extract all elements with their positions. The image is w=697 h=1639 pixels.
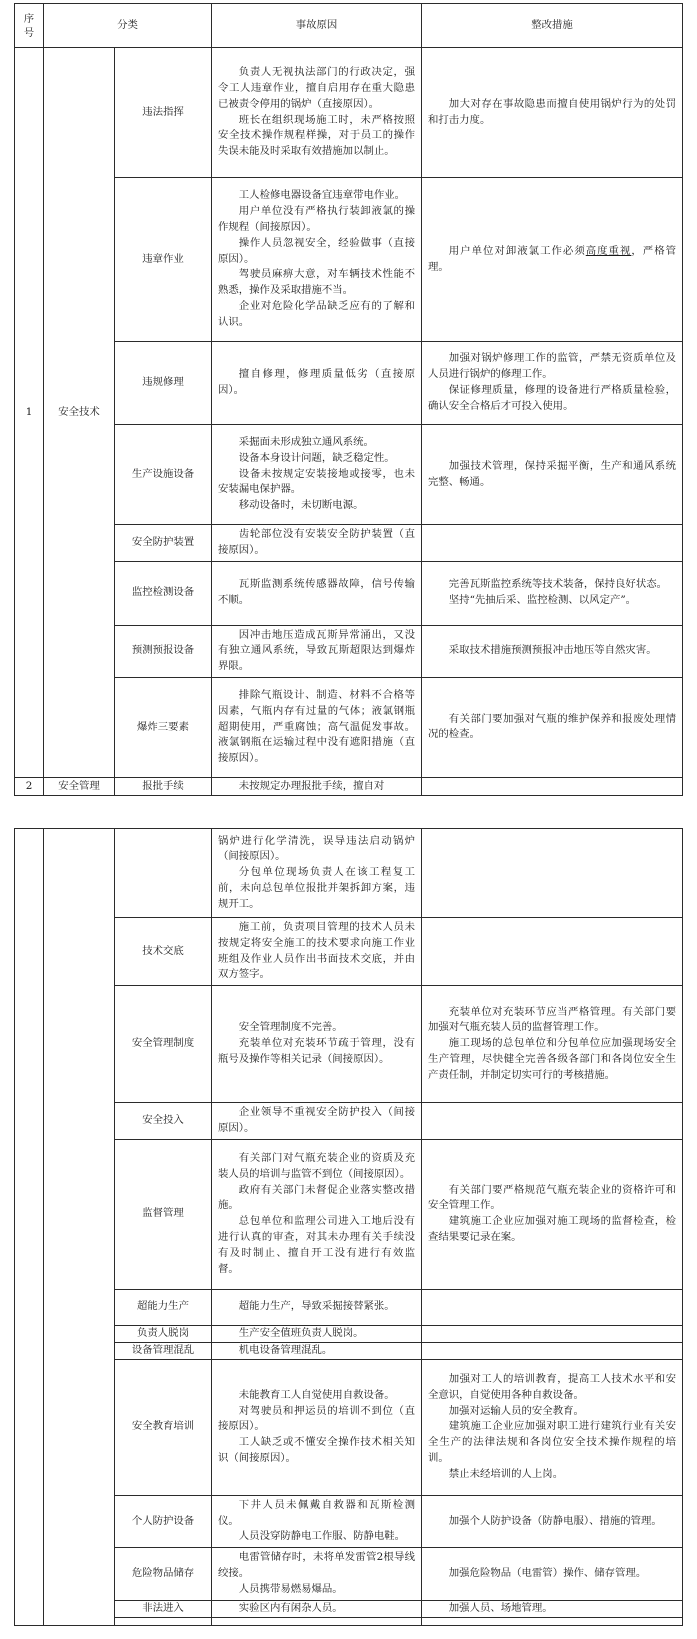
reason-paragraph: 班长在组织现场施工时，未严格按照安全技术操作规程样操，对于员工的操作失误未能及时采取有效措施加以制止。: [218, 113, 415, 158]
table-row: [15, 561, 683, 625]
measure-paragraph: 禁止未经培训的人上岗。: [448, 1467, 564, 1480]
reason-paragraph: 分包单位现场负责人在该工程复工前，未向总包单位报批并架拆卸方案，违规开工。: [218, 866, 415, 910]
table-row: [15, 777, 683, 795]
measure-text: 用户单位对卸液氯工作必须: [448, 244, 586, 257]
reason-paragraph: 政府有关部门未督促企业落实整改措施。: [218, 1183, 415, 1212]
measure-cell: [422, 178, 683, 342]
subcategory: 安全投入: [115, 1103, 212, 1140]
subcategory: 爆炸三要素: [115, 677, 212, 777]
measure-paragraph: 加强个人防护设备（防静电服）、措施的管理。: [448, 1514, 662, 1527]
reason-cell: [212, 178, 422, 342]
measure-paragraph: 加强人员、场地管理。: [448, 1601, 553, 1614]
reason-cell: [212, 1600, 422, 1617]
reason-paragraph: 超能力生产，导致采掘接替紧张。: [238, 1300, 395, 1313]
reason-paragraph: 人员携带易燃易爆品。: [238, 1582, 343, 1595]
subcategory: 负责人脱岗: [115, 1325, 212, 1342]
table-row-cut: [15, 1617, 683, 1625]
subcategory: 生产设施设备: [115, 425, 212, 525]
accident-table-part-2: [14, 828, 683, 1626]
subcategory: 监控检测设备: [115, 561, 212, 625]
table-row: [15, 525, 683, 562]
reason-cell: [212, 1325, 422, 1342]
measure-text: ，严格管理。: [428, 244, 677, 273]
reason-paragraph: 施工前，负责项目管理的技术人员未按规定将安全施工的技术要求向施工作业班组及作业人员作出书面技术交底，并由双方签字。: [218, 921, 415, 981]
measure-cell: [422, 48, 683, 178]
reason-paragraph: 用户单位没有严格执行装卸液氯的操作规程（间接原因）。: [218, 205, 415, 233]
reason-cell: [212, 918, 422, 986]
underlined-text: 高度重视: [585, 244, 632, 257]
measure-paragraph: 有关部门要严格规范气瓶充装企业的资格许可和安全管理工作。: [428, 1183, 676, 1212]
header-reason: 事故原因: [212, 4, 422, 48]
measure-cell: [422, 1342, 683, 1359]
reason-cell: [212, 777, 422, 795]
subcategory: 报批手续: [115, 777, 212, 795]
measure-cell: [422, 625, 683, 677]
measure-cell: [422, 777, 683, 795]
table-row: [15, 1139, 683, 1289]
reason-cell: [212, 677, 422, 777]
table-row: [15, 1289, 683, 1325]
reason-paragraph: 充装单位对充装环节疏于管理，没有瓶号及操作等相关记录（间接原因）。: [218, 1037, 415, 1066]
measure-cell: [422, 1600, 683, 1617]
measure-paragraph: 完善瓦斯监控系统等技术装备，保持良好状态。: [448, 578, 667, 591]
reason-paragraph: 有关部门对气瓶充装企业的资质及充装人员的培训与监管不到位（间接原因）。: [218, 1152, 415, 1180]
table-row: [15, 918, 683, 986]
measure-cell: [422, 1325, 683, 1342]
reason-paragraph: 采掘面未形成独立通风系统。: [238, 436, 374, 448]
reason-cell: [212, 625, 422, 677]
subcategory: 安全防护装置: [115, 525, 212, 562]
group-category-continued: [44, 829, 115, 1626]
reason-paragraph: 下井人员未佩戴自救器和瓦斯检测仪。: [218, 1498, 415, 1527]
table-header-row: [15, 4, 683, 48]
cut-cell: [115, 1617, 212, 1625]
measure-cell: [422, 677, 683, 777]
subcategory: 设备管理混乱: [115, 1342, 212, 1359]
reason-paragraph: 负责人无视执法部门的行政决定，强令工人违章作业，擅自启用存在重大隐患已被责令停用的锅炉（直接原因）。: [218, 66, 415, 110]
header-category: 分类: [44, 4, 212, 48]
subcategory: 违章作业: [115, 178, 212, 342]
group-number: 1: [15, 48, 44, 778]
measure-cell: [422, 561, 683, 625]
reason-paragraph: 设备未按规定安装接地或接零，也未安装漏电保护器。: [218, 467, 415, 496]
table-row: [15, 342, 683, 425]
reason-cell: [212, 1342, 422, 1359]
measure-paragraph: 加强技术管理，保持采掘平衡，生产和通风系统完整、畅通。: [428, 459, 676, 488]
measure-paragraph: 加强对工人的培训教育，提高工人技术水平和安全意识，自觉使用各种自救设备。: [428, 1372, 676, 1401]
subcategory: 危险物品储存: [115, 1548, 212, 1600]
table-row: [15, 1548, 683, 1600]
reason-paragraph: 驾驶员麻痹大意，对车辆技术性能不熟悉，操作及采取措施不当。: [218, 268, 415, 297]
reason-cell: [212, 829, 422, 918]
subcategory: 违规修理: [115, 342, 212, 425]
measure-paragraph: 坚持“先抽后采、监控检测、以风定产”。: [448, 594, 637, 607]
reason-cell: [212, 1103, 422, 1140]
subcategory: 技术交底: [115, 918, 212, 986]
group-category: 安全技术: [44, 48, 115, 778]
measure-cell: [422, 1103, 683, 1140]
table-row: [15, 425, 683, 525]
reason-paragraph: 企业对危险化学品缺乏应有的了解和认识。: [218, 299, 415, 328]
measure-cell: [422, 1548, 683, 1600]
subcategory-continued: [115, 829, 212, 918]
reason-paragraph: 齿轮部位没有安装安全防护装置（直接原因）。: [218, 528, 415, 556]
subcategory: 超能力生产: [115, 1289, 212, 1325]
table-row: [15, 1325, 683, 1342]
table-row: [15, 829, 683, 918]
reason-paragraph: 操作人员忽视安全，经验做事（直接原因）。: [218, 236, 415, 265]
reason-cell: [212, 525, 422, 562]
reason-paragraph: 擅自修理，修理质量低劣（直接原因）。: [218, 368, 415, 396]
table-row: [15, 625, 683, 677]
subcategory: 违法指挥: [115, 48, 212, 178]
reason-paragraph: 未能教育工人自觉使用自救设备。: [238, 1388, 395, 1401]
measure-cell: [422, 829, 683, 918]
measure-paragraph: 加强对运输人员的安全教育。: [448, 1404, 584, 1417]
measure-cell: [422, 1495, 683, 1547]
subcategory: 非法进入: [115, 1600, 212, 1617]
group-number: 2: [15, 777, 44, 795]
measure-cell: [422, 1359, 683, 1495]
reason-paragraph: 实验区内有闲杂人员。: [238, 1601, 343, 1614]
measure-paragraph: 加强对锅炉修理工作的监管，严禁无资质单位及人员进行锅炉的修理工作。: [428, 352, 676, 381]
measure-paragraph: 建筑施工企业应加强对职工进行建筑行业有关安全生产的法律法规和各岗位安全技术操作规程的培训。: [428, 1420, 676, 1464]
reason-paragraph: 安全管理制度不完善。: [238, 1021, 343, 1034]
reason-cell: [212, 425, 422, 525]
header-index: 序号: [15, 4, 44, 48]
measure-paragraph: 充装单位对充装环节应当严格管理。有关部门要加强对气瓶充装人员的监督管理工作。: [428, 1005, 676, 1034]
measure-cell: [422, 525, 683, 562]
reason-cell: [212, 1359, 422, 1495]
reason-cell: [212, 1289, 422, 1325]
subcategory: 安全教育培训: [115, 1359, 212, 1495]
measure-paragraph: 有关部门要加强对气瓶的维护保养和报废处理情况的检查。: [428, 712, 676, 741]
reason-cell: [212, 561, 422, 625]
measure-cell: [422, 918, 683, 986]
measure-paragraph: 保证修理质量，修理的设备进行严格质量检验，确认安全合格后才可投入使用。: [428, 384, 676, 412]
measure-cell: [422, 342, 683, 425]
measure-paragraph: 加大对存在事故隐患而擅自使用锅炉行为的处罚和打击力度。: [428, 97, 676, 126]
measure-paragraph: 加强危险物品（电雷管）操作、储存管理。: [448, 1566, 647, 1579]
group-number-continued: [15, 829, 44, 1626]
subcategory: 监督管理: [115, 1139, 212, 1289]
group-category: 安全管理: [44, 777, 115, 795]
reason-cell: [212, 1548, 422, 1600]
measure-cell: [422, 1139, 683, 1289]
header-measure: 整改措施: [422, 4, 683, 48]
table-row: [15, 48, 683, 178]
measure-paragraph: 建筑施工企业应加强对施工现场的监督检查，检查结果要记录在案。: [428, 1215, 676, 1244]
measure-cell: [422, 1289, 683, 1325]
table-row: [15, 986, 683, 1103]
subcategory: 预测预报设备: [115, 625, 212, 677]
table-row: [15, 1600, 683, 1617]
reason-paragraph: 人员没穿防静电工作服、防静电鞋。: [238, 1530, 406, 1543]
reason-cell: [212, 1139, 422, 1289]
cut-cell: [212, 1617, 422, 1625]
reason-cell: [212, 986, 422, 1103]
reason-cell: [212, 342, 422, 425]
reason-paragraph: 企业领导不重视安全防护投入（间接原因）。: [218, 1106, 415, 1134]
measure-cell: [422, 986, 683, 1103]
measure-cell: [422, 425, 683, 525]
measure-paragraph: [428, 244, 676, 276]
reason-paragraph: 机电设备管理混乱。: [238, 1343, 333, 1356]
table-row: [15, 677, 683, 777]
reason-paragraph: 生产安全值班负责人脱岗。: [238, 1326, 364, 1339]
reason-cell: [212, 48, 422, 178]
table-row: [15, 1103, 683, 1140]
reason-cell: [212, 1495, 422, 1547]
reason-paragraph: 移动设备时，未切断电源。: [238, 499, 364, 512]
table-row: [15, 1342, 683, 1359]
table-row: [15, 1495, 683, 1547]
accident-table-part-1: [14, 3, 683, 796]
measure-paragraph: 采取技术措施预测预报冲击地压等自然灾害。: [448, 644, 657, 657]
table-row: [15, 178, 683, 342]
reason-paragraph: 对驾驶员和押运员的培训不到位（直接原因）。: [218, 1404, 415, 1433]
reason-paragraph: 总包单位和监理公司进入工地后没有进行认真的审查，对其未办理有关手续没有及时制止、擅自开工没有进行有效监督。: [218, 1215, 415, 1275]
reason-paragraph: 排除气瓶设计、制造、材料不合格等因素，气瓶内存有过量的气体；液氯钢瓶超期使用，严重腐蚀；高气温促发事故。液氯钢瓶在运输过程中没有遮阳措施（直接原因）。: [218, 688, 415, 765]
reason-paragraph: 工人检修电器设备宜违章带电作业。: [238, 189, 406, 202]
reason-paragraph: 锅炉进行化学清洗，误导违法启动锅炉（间接原因）。: [218, 834, 415, 863]
reason-paragraph: 工人缺乏或不懂安全操作技术相关知识（间接原因）。: [218, 1436, 415, 1464]
reason-paragraph: 设备本身设计问题，缺乏稳定性。: [238, 451, 395, 464]
subcategory: 安全管理制度: [115, 986, 212, 1103]
cut-cell: [422, 1617, 683, 1625]
measure-paragraph: 施工现场的总包单位和分包单位应加强现场安全生产管理，尽快健全完善各级各部门和各岗位安全生产责任制，并制定切实可行的考核措施。: [428, 1037, 676, 1081]
reason-paragraph: 电雷管储存时，未将单发雷管2根导线绞接。: [218, 1551, 415, 1579]
reason-paragraph: 瓦斯监测系统传感器故障，信号传输不顺。: [218, 578, 415, 607]
subcategory: 个人防护设备: [115, 1495, 212, 1547]
table-row: [15, 1359, 683, 1495]
reason-paragraph: 未按规定办理报批手续，擅自对: [238, 779, 385, 792]
reason-paragraph: 因冲击地压造成瓦斯异常涌出，又没有独立通风系统，导致瓦斯超限达到爆炸界限。: [218, 628, 415, 673]
